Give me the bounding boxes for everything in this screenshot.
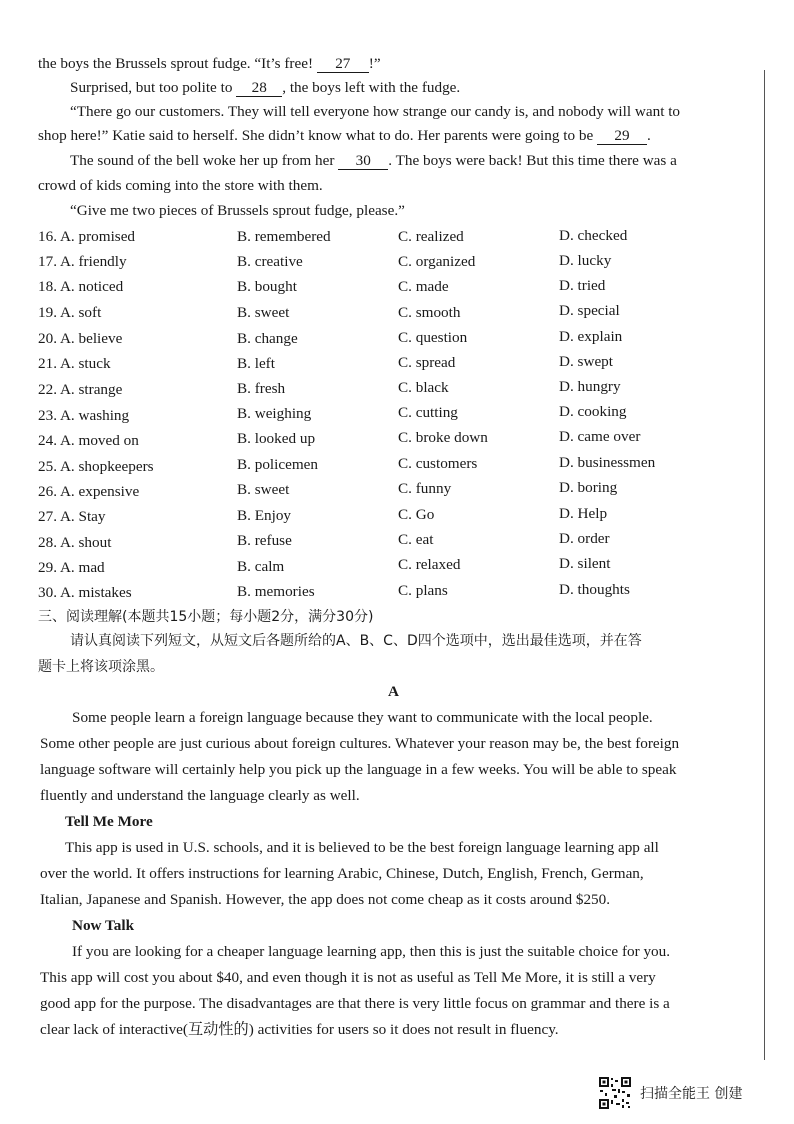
option-17c: C. organized (398, 253, 476, 270)
option-30b: B. memories (237, 583, 315, 600)
option-24b: B. looked up (237, 430, 316, 447)
passage-line-3: “There go our customers. They will tell everyone how strange our candy is, and nobody will want to (70, 103, 681, 120)
option-30a: 30. A. mistakes (38, 584, 132, 601)
passage-text: . The boys were back! But this time there was a (388, 152, 677, 169)
option-17b: B. creative (237, 253, 303, 270)
reading-p1-line-1: Some people learn a foreign language because they want to communicate with the local people. (72, 709, 653, 726)
option-26d: D. boring (559, 479, 618, 496)
reading-p2-line-3: Italian, Japanese and Spanish. However, the app does not come cheap as it costs around $250. (40, 891, 611, 908)
option-24c: C. broke down (398, 429, 488, 446)
option-16a: 16. A. promised (38, 228, 136, 245)
instructions-line-2: 题卡上将该项涂黑。 (38, 659, 164, 675)
option-16d: D. checked (559, 227, 628, 244)
app-heading-now-talk: Now Talk (72, 917, 135, 934)
option-24a: 24. A. moved on (38, 432, 139, 449)
margin-rule (764, 70, 765, 1060)
option-19a: 19. A. soft (38, 304, 102, 321)
reading-p3-line-3: good app for the purpose. The disadvantages are that there is very little focus on grammar and there is a (40, 995, 670, 1012)
passage-line-5 (70, 151, 677, 171)
option-21c: C. spread (398, 354, 456, 371)
option-17d: D. lucky (559, 252, 612, 269)
option-26c: C. funny (398, 480, 452, 497)
passage-text: , the boys left with the fudge. (282, 79, 461, 96)
option-22a: 22. A. strange (38, 381, 123, 398)
option-23c: C. cutting (398, 404, 458, 421)
option-28b: B. refuse (237, 532, 292, 549)
option-19d: D. special (559, 302, 620, 319)
option-22d: D. hungry (559, 378, 621, 395)
passage-text: !” (368, 55, 381, 72)
passage-letter: A (388, 683, 399, 700)
blank-30: 30 (338, 153, 388, 170)
option-21b: B. left (237, 355, 275, 372)
option-28d: D. order (559, 530, 610, 547)
reading-p1-line-2: Some other people are just curious about foreign cultures. Whatever your reason may be, the best foreign (40, 735, 680, 752)
passage-text: the boys the Brussels sprout fudge. “It’s free! (38, 55, 317, 72)
option-27b: B. Enjoy (237, 507, 292, 524)
option-30d: D. thoughts (559, 581, 630, 598)
option-26a: 26. A. expensive (38, 483, 140, 500)
option-23d: D. cooking (559, 403, 627, 420)
option-20a: 20. A. believe (38, 330, 123, 347)
blank-27: 27 (317, 56, 369, 73)
option-18d: D. tried (559, 277, 606, 294)
option-22c: C. black (398, 379, 449, 396)
option-25d: D. businessmen (559, 454, 656, 471)
qr-code-icon (598, 1076, 632, 1110)
option-19b: B. sweet (237, 304, 290, 321)
option-29d: D. silent (559, 555, 611, 572)
option-22b: B. fresh (237, 380, 286, 397)
option-18a: 18. A. noticed (38, 278, 124, 295)
option-23b: B. weighing (237, 405, 312, 422)
passage-line-6: crowd of kids coming into the store with them. (38, 177, 323, 194)
option-29b: B. calm (237, 558, 285, 575)
option-25c: C. customers (398, 455, 478, 472)
passage-text: . (646, 127, 651, 144)
reading-p2-line-2: over the world. It offers instructions for learning Arabic, Chinese, Dutch, English, French, German, (40, 865, 644, 882)
option-21a: 21. A. stuck (38, 355, 111, 372)
option-18c: C. made (398, 278, 449, 295)
option-17a: 17. A. friendly (38, 253, 127, 270)
reading-p3-line-2: This app will cost you about $40, and even though it is not as useful as Tell Me More, it is still a very (40, 969, 656, 986)
option-29c: C. relaxed (398, 556, 461, 573)
reading-p3-line-4: clear lack of interactive(互动性的) activities for users so it does not result in fluency. (40, 1021, 559, 1038)
reading-p3-line-1: If you are looking for a cheaper language learning app, then this is just the suitable choice for you. (72, 943, 671, 960)
option-16b: B. remembered (237, 228, 331, 245)
option-23a: 23. A. washing (38, 407, 130, 424)
option-28a: 28. A. shout (38, 534, 112, 551)
passage-line-2 (70, 78, 460, 98)
option-21d: D. swept (559, 353, 613, 370)
option-20d: D. explain (559, 328, 623, 345)
reading-p2-line-1: This app is used in U.S. schools, and it is believed to be the best foreign language learning app all (65, 839, 659, 856)
option-29a: 29. A. mad (38, 559, 105, 576)
option-30c: C. plans (398, 582, 448, 599)
blank-29: 29 (597, 128, 647, 145)
option-25a: 25. A. shopkeepers (38, 458, 154, 475)
option-24d: D. came over (559, 428, 641, 445)
reading-p1-line-4: fluently and understand the language clearly as well. (40, 787, 360, 804)
app-heading-tell-me-more: Tell Me More (65, 813, 153, 830)
option-16c: C. realized (398, 228, 464, 245)
section-heading: 三、阅读理解(本题共15小题；每小题2分，满分30分) (38, 609, 374, 625)
option-27c: C. Go (398, 506, 435, 523)
option-28c: C. eat (398, 531, 434, 548)
option-20c: C. question (398, 329, 468, 346)
passage-line-4 (38, 126, 651, 146)
blank-28: 28 (236, 80, 282, 97)
scanner-watermark: 扫描全能王 创建 (640, 1086, 743, 1102)
option-27a: 27. A. Stay (38, 508, 106, 525)
reading-p1-line-3: language software will certainly help you pick up the language in a few weeks. You will be able to speak (40, 761, 677, 778)
passage-line-1 (38, 54, 381, 74)
option-25b: B. policemen (237, 456, 318, 473)
passage-text: shop here!” Katie said to herself. She didn’t know what to do. Her parents were going to be (38, 127, 597, 144)
passage-text: Surprised, but too polite to (70, 79, 237, 96)
passage-text: The sound of the bell woke her up from her (70, 152, 339, 169)
option-27d: D. Help (559, 505, 608, 522)
option-19c: C. smooth (398, 304, 461, 321)
passage-line-7: “Give me two pieces of Brussels sprout fudge, please.” (70, 202, 405, 219)
option-20b: B. change (237, 330, 298, 347)
option-26b: B. sweet (237, 481, 290, 498)
option-18b: B. bought (237, 278, 297, 295)
instructions-line-1: 请认真阅读下列短文，从短文后各题所给的A、B、C、D四个选项中，选出最佳选项，并在答 (70, 633, 642, 649)
